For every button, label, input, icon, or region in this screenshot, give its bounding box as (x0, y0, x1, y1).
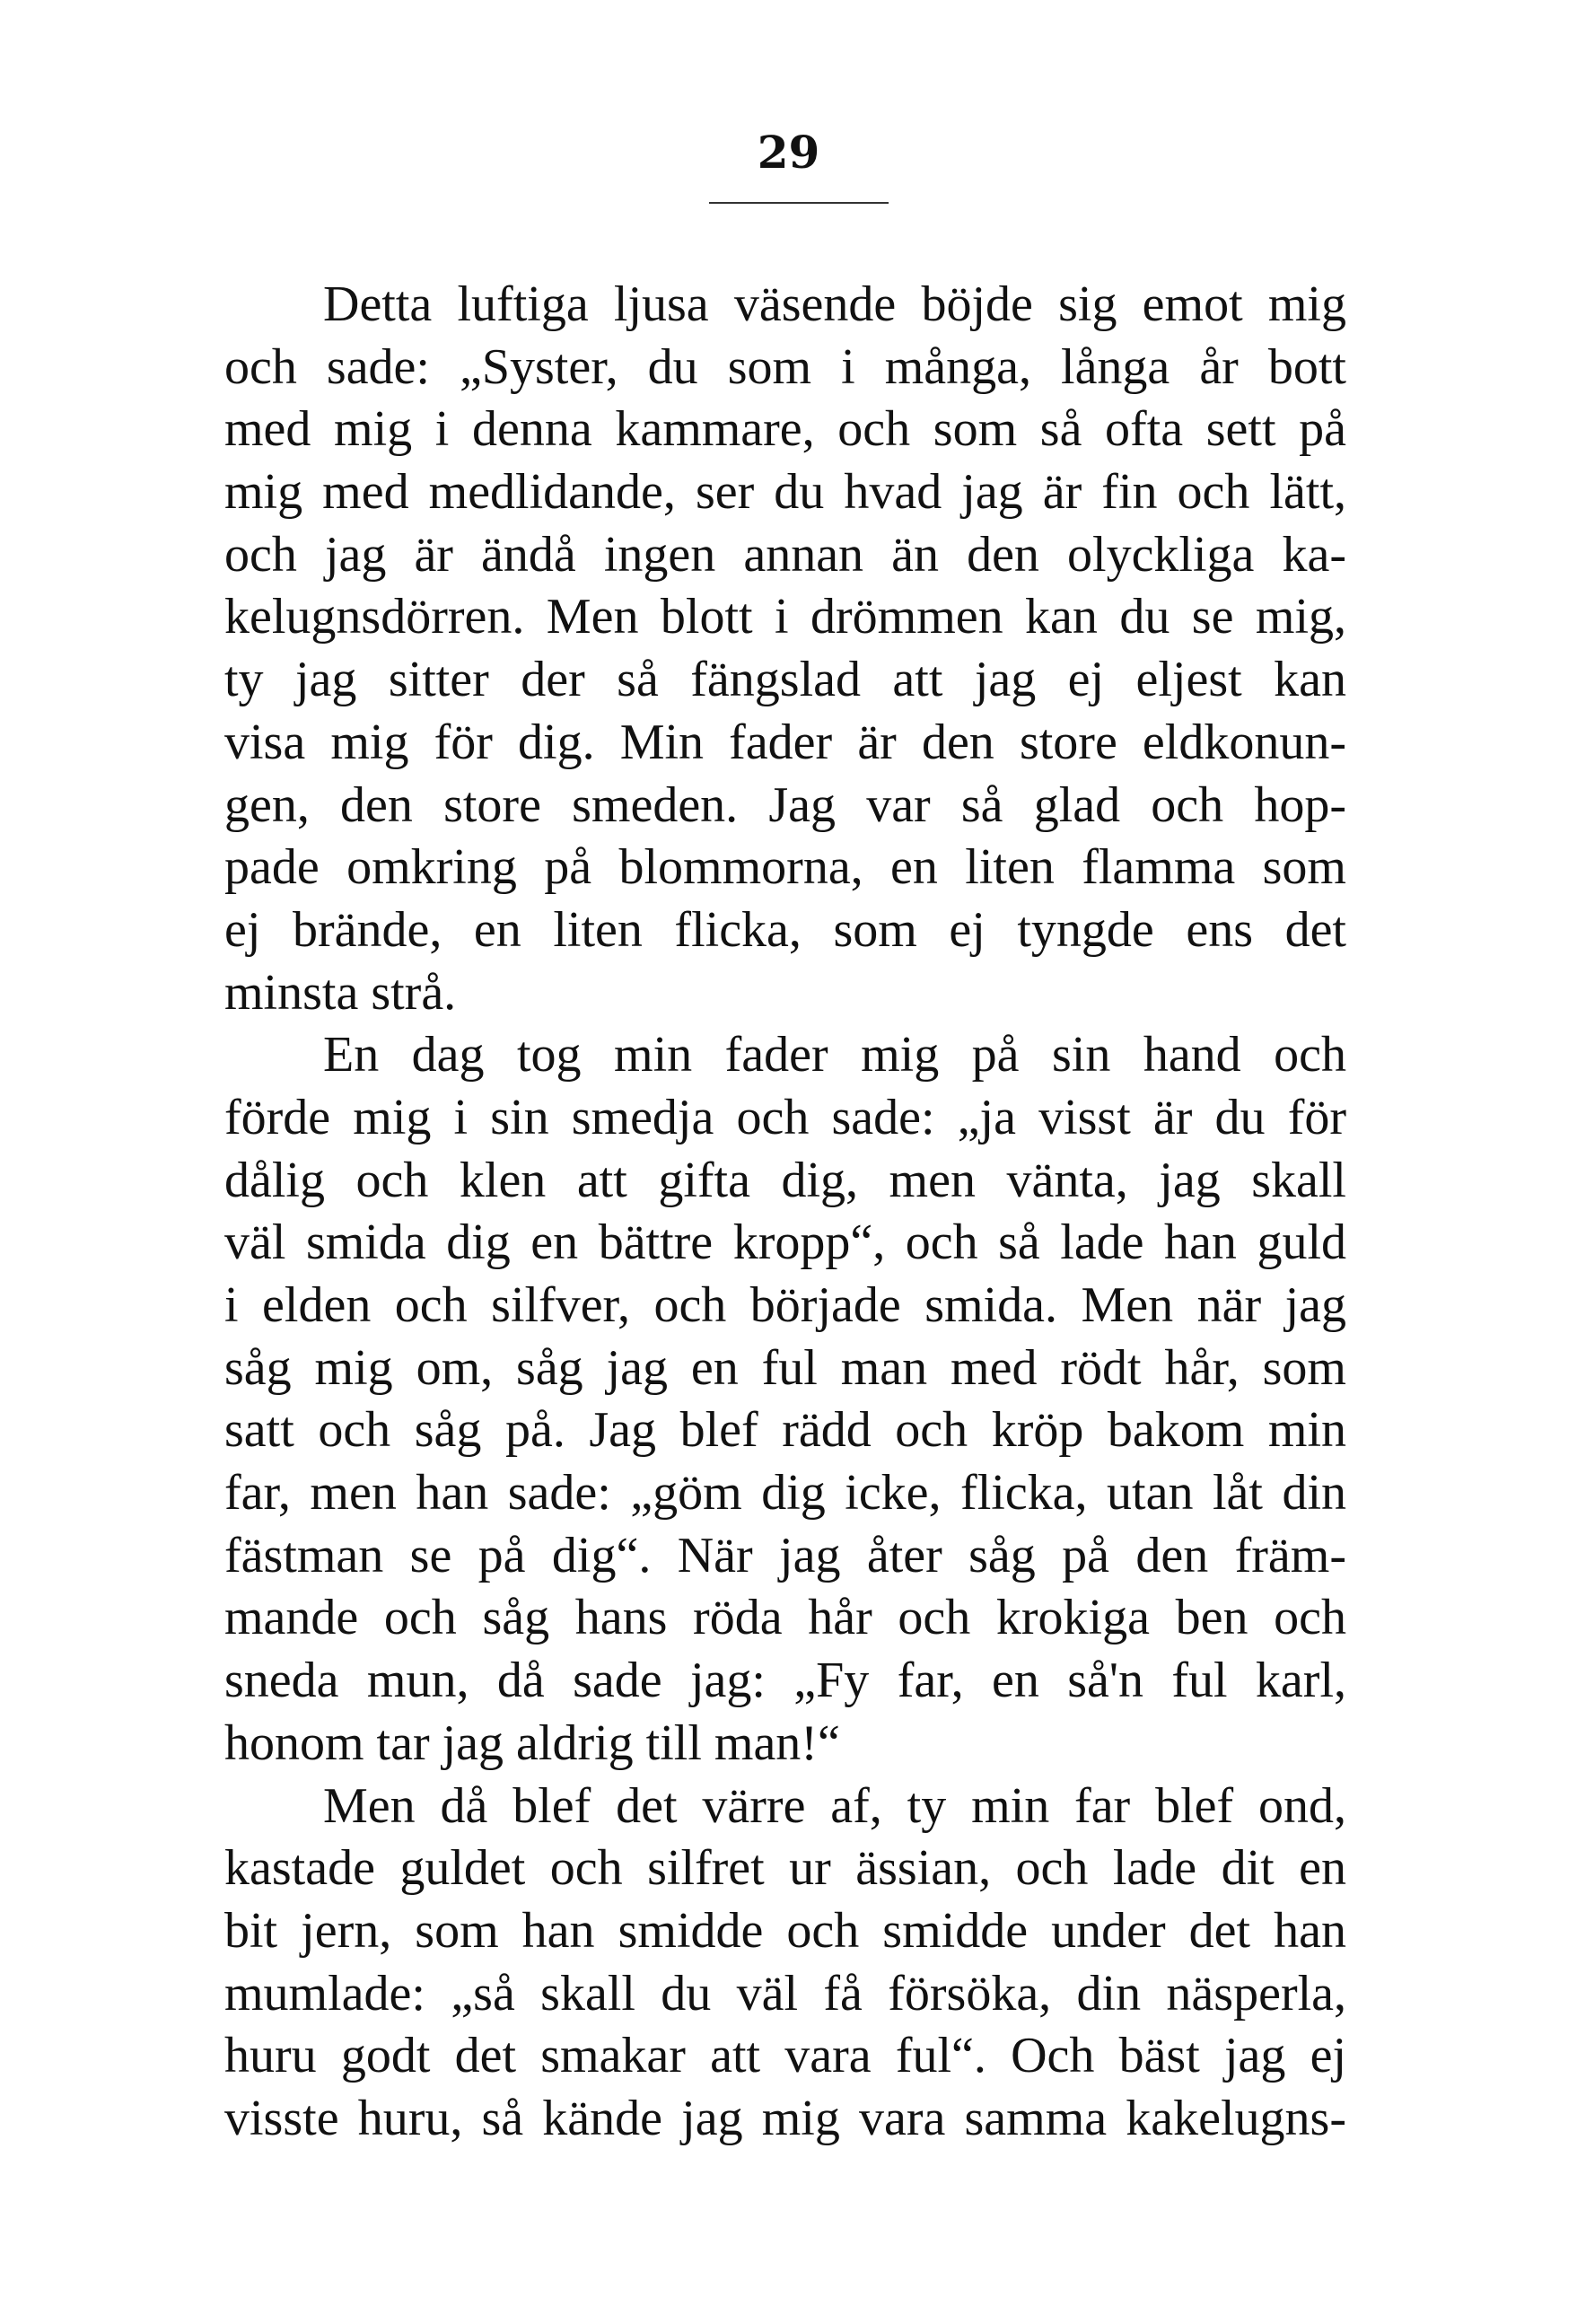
text-line: En dag tog min fader mig på sin hand och (323, 1027, 1346, 1083)
text-line: visste huru, så kände jag mig vara samma kakelugns- (224, 2090, 1346, 2146)
text-line: mig med medlidande, ser du hvad jag är fin och lätt, (224, 464, 1346, 521)
text-line: mumlade: „så skall du väl få försöka, din näsperla, (224, 1965, 1346, 2021)
text-line: gen, den store smeden. Jag var så glad och hop- (224, 776, 1346, 833)
text-line: kastade guldet och silfret ur ässian, och lade dit en (224, 1840, 1346, 1897)
text-line: minsta strå. (224, 964, 457, 1021)
text-line: pade omkring på blommorna, en liten flamma som (224, 839, 1346, 896)
text-line: ej brände, en liten flicka, som ej tyngde ens det (224, 901, 1346, 958)
text-line: bit jern, som han smidde och smidde under det han (224, 1902, 1346, 1959)
text-line: honom tar jag aldrig till man!“ (224, 1714, 840, 1771)
text-line: visa mig för dig. Min fader är den store eldkonun- (224, 714, 1346, 770)
text-line: med mig i denna kammare, och som så ofta sett på (224, 401, 1346, 458)
text-line: väl smida dig en bättre kropp“, och så lade han guld (224, 1215, 1346, 1271)
header-rule (709, 202, 889, 204)
text-line: huru godt det smakar att vara ful“. Och bäst jag ej (224, 2028, 1346, 2084)
text-line: och sade: „Syster, du som i många, långa år bott (224, 338, 1346, 395)
text-line: i elden och silfver, och började smida. Men när jag (224, 1277, 1346, 1333)
text-line: förde mig i sin smedja och sade: „ja visst är du för (224, 1089, 1346, 1145)
text-line: och jag är ändå ingen annan än den olyckliga ka- (224, 526, 1346, 583)
paragraph-3 (224, 1776, 1346, 2151)
text-line: mande och såg hans röda hår och krokiga ben och (224, 1590, 1346, 1646)
text-line: ty jag sitter der så fängslad att jag ej eljest kan (224, 652, 1346, 708)
text-line: satt och såg på. Jag blef rädd och kröp bakom min (224, 1402, 1346, 1459)
text-line: far, men han sade: „göm dig icke, flicka, utan låt din (224, 1465, 1346, 1522)
text-line: dålig och klen att gifta dig, men vänta, jag skall (224, 1152, 1346, 1208)
text-line: kelugnsdörren. Men blott i drömmen kan du se mig, (224, 589, 1346, 645)
text-line: Men då blef det värre af, ty min far blef ond, (323, 1777, 1346, 1834)
text-line: sneda mun, då sade jag: „Fy far, en så'n ful karl, (224, 1653, 1346, 1709)
text-line: Detta luftiga ljusa väsende böjde sig emot mig (323, 276, 1346, 332)
text-line: såg mig om, såg jag en ful man med rödt hår, som (224, 1339, 1346, 1396)
text-line: fästman se på dig“. När jag åter såg på den främ- (224, 1527, 1346, 1583)
paragraph-2 (224, 1024, 1346, 1775)
body-text (224, 274, 1346, 2151)
page-number: 29 (757, 126, 820, 179)
paragraph-1 (224, 274, 1346, 1024)
